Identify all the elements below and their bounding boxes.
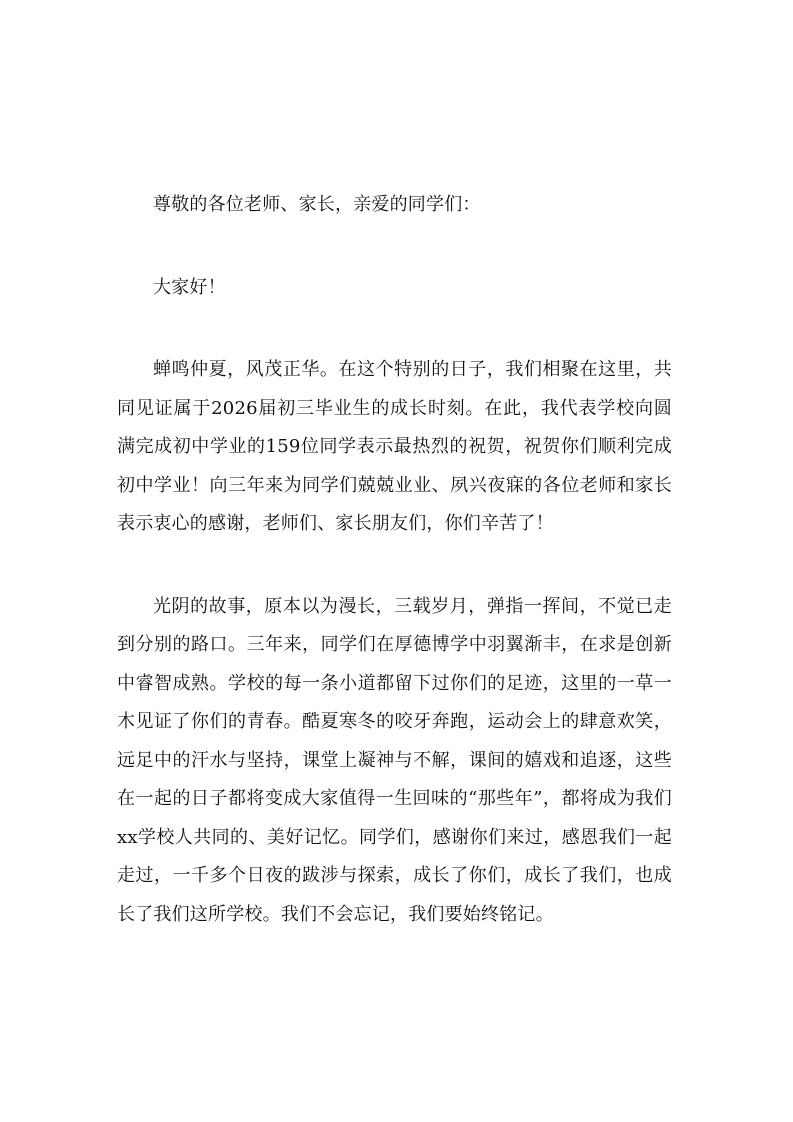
paragraph-1: 蝉鸣仲夏，风茂正华。在这个特别的日子，我们相聚在这里，共同见证属于2026届初三毕业生的成长时刻。在此，我代表学校向圆满完成初中学业的159位同学表示最热烈的祝贺，祝贺你们顺利完成初中学业！向三年来为同学们兢兢业业、夙兴夜寐的各位老师和家长表示衷心的感谢，老师们、家长朋友们，你们辛苦了！ xyxy=(117,359,672,534)
salutation: 尊敬的各位老师、家长，亲爱的同学们： xyxy=(153,194,481,215)
document-body xyxy=(117,186,672,934)
greeting: 大家好！ xyxy=(153,276,226,298)
paragraph-2: 光阴的故事，原本以为漫长，三载岁月，弹指一挥间，不觉已走到分别的路口。三年来，同学们在厚德博学中羽翼渐丰，在求是创新中睿智成熟。学校的每一条小道都留下过你们的足迹，这里的一草一木见证了你们的青春。酷夏寒冬的咬牙奔跑，运动会上的肆意欢笑，远足中的汗水与坚持，课堂上凝神与不解，课间的嬉戏和追逐，这些在一起的日子都将变成大家值得一生回味的“那些年”，都将成为我们xx学校人共同的、美好记忆。同学们，感谢你们来过，感恩我们一起走过，一千多个日夜的跋涉与探索，成长了你们，成长了我们，也成长了我们这所学校。我们不会忘记，我们要始终铭记。 xyxy=(117,595,672,925)
